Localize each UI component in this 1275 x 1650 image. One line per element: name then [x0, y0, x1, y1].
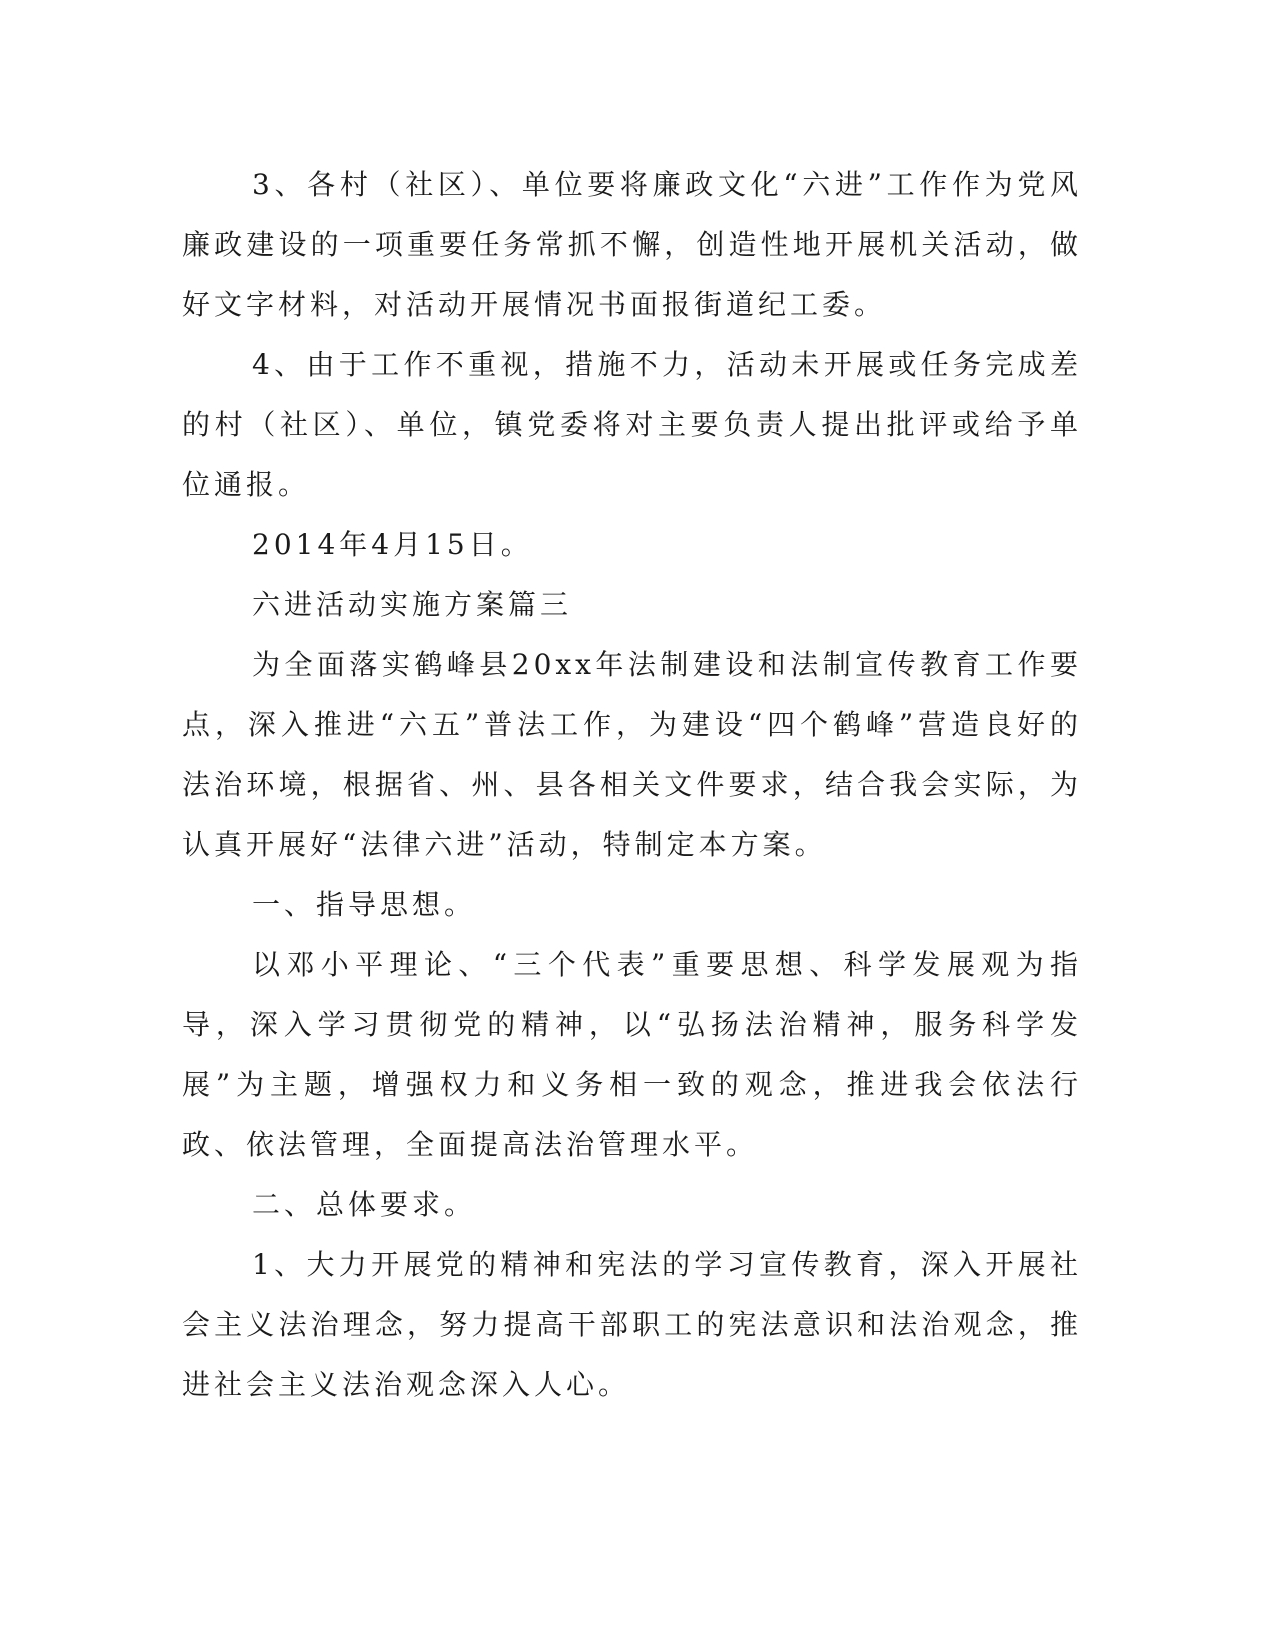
paragraph-item-3-requirement: 3、各村（社区）、单位要将廉政文化“六进”工作作为党风廉政建设的一项重要任务常抓不懈，创造性地开展机关活动，做好文字材料，对活动开展情况书面报街道纪工委。	[182, 168, 1082, 321]
intro-paragraph: 为全面落实鹤峰县20xx年法制建设和法制宣传教育工作要点，深入推进“六五”普法工作，为建设“四个鹤峰”营造良好的法治环境，根据省、州、县各相关文件要求，结合我会实际，为认真开展好“法律六进”活动，特制定本方案。	[182, 648, 1082, 861]
paragraph-item-4-requirement: 4、由于工作不重视，措施不力，活动未开展或任务完成差的村（社区）、单位，镇党委将对主要负责人提出批评或给予单位通报。	[182, 348, 1082, 501]
heading-guiding-thought: 一、指导思想。	[252, 888, 477, 921]
heading-overall-requirements: 二、总体要求。	[252, 1188, 477, 1221]
requirement-item-1: 1、大力开展党的精神和宪法的学习宣传教育，深入开展社会主义法治理念，努力提高干部职工的宪法意识和法治观念，推进社会主义法治观念深入人心。	[182, 1248, 1082, 1401]
section-title: 六进活动实施方案篇三	[252, 588, 573, 621]
guiding-thought-paragraph: 以邓小平理论、“三个代表”重要思想、科学发展观为指导，深入学习贯彻党的精神，以“弘扬法治精神，服务科学发展”为主题，增强权力和义务相一致的观念，推进我会依法行政、依法管理，全面提高法治管理水平。	[182, 948, 1082, 1161]
document-date: 2014年4月15日。	[252, 528, 533, 561]
document-body	[182, 155, 1082, 1415]
